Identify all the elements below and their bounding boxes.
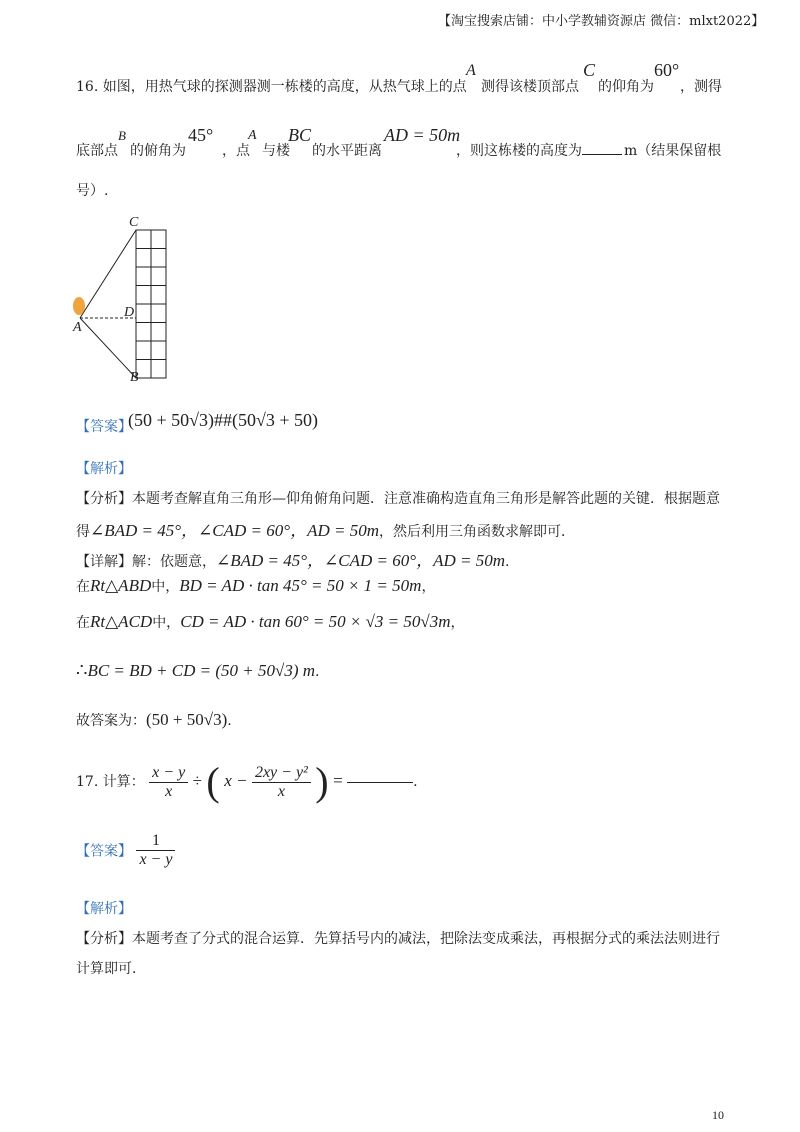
q16-number: 16.: [76, 79, 99, 95]
q16-step3-math: BC = BD + CD = (50 + 50√3) m: [87, 661, 316, 680]
q17-fenxi-tag: 【分析】: [76, 931, 132, 947]
q17-prompt: 计算：: [102, 774, 145, 790]
q17-left-paren: (: [206, 759, 220, 804]
q16-point-b: B: [118, 128, 126, 143]
q16-text-2a: 底部点: [76, 143, 118, 159]
figure-label-a: A: [73, 320, 82, 335]
q17-answer-fraction: [136, 832, 175, 869]
q16-text-2f: ，则这栋楼的高度为: [456, 143, 582, 159]
q16-point-a: A: [466, 62, 476, 79]
q16-text-2g: m（结果保留根: [624, 143, 722, 159]
q16-final-math: (50 + 50√3): [146, 710, 228, 729]
q17-frac2-den: x: [277, 782, 285, 800]
q17-equals: =: [333, 771, 343, 790]
q16-text-3: 号）.: [76, 183, 109, 199]
q17-div: ÷: [192, 771, 202, 790]
q16-therefore: ∴: [76, 660, 88, 681]
q16-answer: (50 + 50√3)##(50√3 + 50): [128, 410, 319, 430]
q16-seg-bc: BC: [288, 125, 312, 145]
hot-air-balloon-icon: [73, 297, 85, 315]
q16-step2-math: CD = AD · tan 60° = 50 × √3 = 50√3m: [180, 612, 451, 631]
q16-step2: [76, 612, 465, 632]
q16-xiangjie-tag: 【详解】: [76, 554, 132, 570]
q16-fenxi-text2b: ，然后利用三角函数求解即可．: [378, 524, 575, 540]
q17-question: [76, 759, 418, 804]
q17-answer-blank: [347, 782, 413, 783]
q16-final-pre: 故答案为：: [76, 713, 146, 729]
q16-step3-end: .: [315, 664, 320, 680]
q16-point-c: C: [583, 60, 596, 80]
q16-text-1c: 的仰角为: [598, 79, 654, 95]
q16-fenxi-text2a: 得: [76, 524, 90, 540]
q16-fenxi-tag: 【分析】: [76, 491, 132, 507]
q16-text-2c: ，点: [222, 143, 250, 159]
q17-frac2-num: 2xy − y²: [252, 764, 311, 783]
q17-frac1-num: x − y: [149, 764, 188, 783]
q16-fenxi-text1: 本题考查解直角三角形—仰角俯角问题．注意准确构造直角三角形是解答此题的关键．根据题意: [132, 491, 720, 507]
q17-fraction-1: [149, 764, 188, 801]
q17-fraction-2: [252, 764, 311, 801]
q16-point-a-2: A: [248, 128, 257, 143]
q16-step3: [76, 660, 319, 681]
q17-number: 17.: [76, 774, 99, 790]
q16-text-1a: 如图，用热气球的探测器测一栋楼的高度，从热气球上的点: [102, 79, 467, 95]
q16-angle-45: 45°: [188, 125, 214, 145]
figure-label-c: C: [129, 215, 139, 230]
q16-line1: [76, 76, 467, 96]
q17-answer-tag: 【答案】: [76, 843, 132, 860]
q16-final-end: .: [227, 713, 232, 729]
figure-label-b: B: [130, 370, 139, 385]
q16-final: [76, 710, 232, 730]
q16-analysis-tag: 【解析】: [76, 461, 132, 477]
building-figure: [60, 208, 190, 388]
header-shop-line: 【淘宝搜索店铺：中小学教辅资源店 微信：mlxt2022】: [438, 14, 765, 29]
q16-fenxi-math: ∠BAD = 45°，∠CAD = 60°，AD = 50m: [90, 521, 379, 540]
q16-xiangjie-math: ∠BAD = 45°，∠CAD = 60°，AD = 50m: [216, 551, 505, 570]
q16-step1-mid: 中，: [151, 579, 180, 595]
q16-text-1d: ，测得: [680, 79, 722, 95]
q17-fenxi-line2: 计算即可．: [76, 961, 146, 977]
q17-end: .: [413, 774, 418, 790]
q16-fenxi-line1: [76, 488, 720, 508]
q16-step1-math: BD = AD · tan 45° = 50 × 1 = 50m: [179, 576, 422, 595]
q16-step1: [76, 576, 435, 596]
q16-answer-blank: [582, 154, 622, 155]
q16-step1-tri: Rt△ABD: [90, 576, 152, 595]
q16-step2-mid: 中，: [152, 615, 181, 631]
q16-xiangjie-line: [76, 546, 509, 571]
q16-text-2e: 的水平距离: [312, 143, 382, 159]
page-number: 10: [712, 1108, 724, 1122]
q16-step1-end: ，: [421, 579, 436, 595]
q16-text-2b: 的俯角为: [130, 143, 186, 159]
q16-step2-tri: Rt△ACD: [90, 612, 153, 631]
q17-ans-den: x − y: [139, 851, 173, 868]
q16-step1-pre: 在: [76, 579, 90, 595]
q16-angle-60: 60°: [654, 60, 680, 80]
figure-label-d: D: [124, 305, 135, 320]
q16-step2-pre: 在: [76, 615, 90, 631]
q16-step2-end: ，: [450, 615, 465, 631]
q17-frac1-den: x: [165, 782, 173, 800]
q16-answer-tag: 【答案】: [76, 419, 132, 435]
q17-ans-num: 1: [136, 832, 175, 851]
q16-text-2d: 与楼: [262, 143, 290, 159]
q16-dist: AD = 50m: [384, 125, 461, 145]
q17-fenxi-text1: 本题考查了分式的混合运算．先算括号内的减法，把除法变成乘法，再根据分式的乘法法则进行: [132, 931, 720, 947]
q17-right-paren: ): [315, 759, 329, 804]
q16-xiangjie-text: 解：依题意，: [132, 554, 216, 570]
q17-fenxi-line1: [76, 928, 720, 948]
q17-inner-x: x −: [224, 771, 248, 790]
q17-analysis-tag: 【解析】: [76, 901, 132, 917]
q17-answer-row: [76, 832, 175, 869]
q16-xiangjie-end: .: [504, 554, 510, 570]
q16-text-1b: 测得该楼顶部点: [481, 79, 579, 95]
q16-fenxi-line2: [76, 516, 575, 541]
